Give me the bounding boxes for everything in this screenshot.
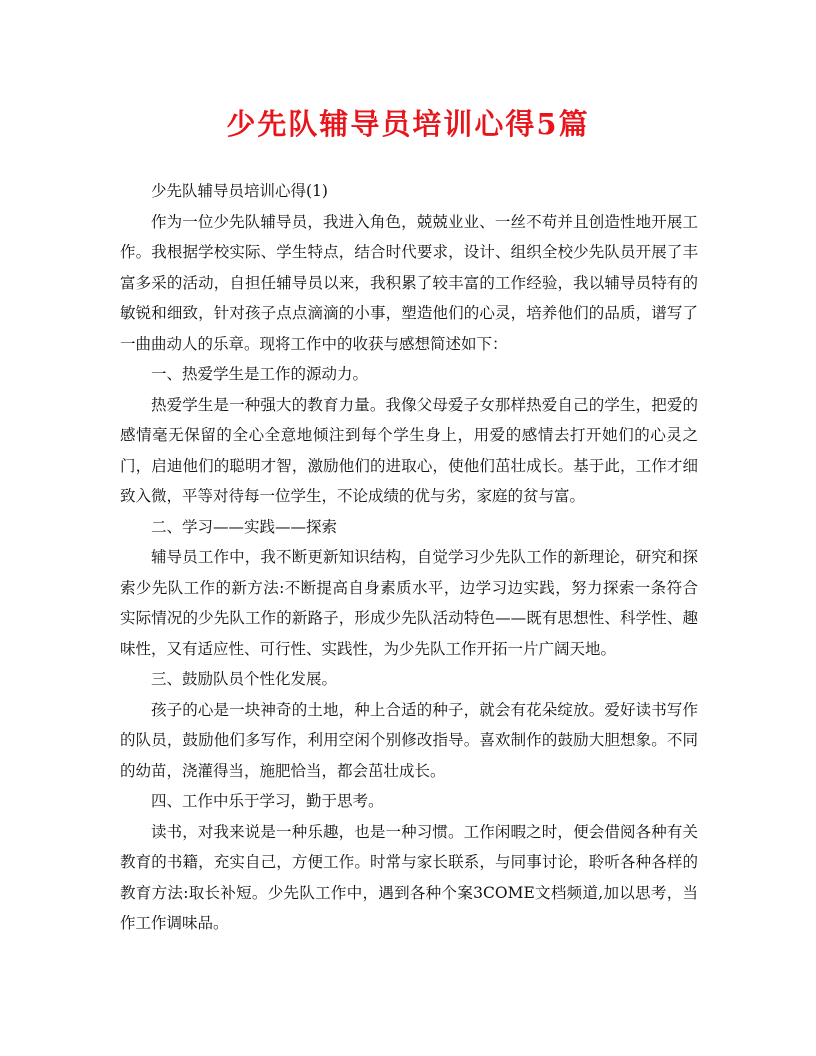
body-paragraph-2: 辅导员工作中，我不断更新知识结构，自觉学习少先队工作的新理论，研究和探索少先队工作的新方法:不断提高自身素质水平，边学习边实践，努力探索一条符合实际情况的少先队工作的新路子，形成少先队活动特色——既有思想性、科学性、趣味性，又有适应性、可行性、实践性，为少先队工作开拓一片广阔天地。 — [120, 548, 698, 658]
point-heading-4: 四、工作中乐于学习，勤于思考。 — [151, 792, 384, 810]
point-heading-3: 三、鼓励队员个性化发展。 — [151, 670, 338, 688]
body-paragraph-4: 读书，对我来说是一种乐趣，也是一种习惯。工作闲暇之时，便会借阅各种有关教育的书籍，充实自己，方便工作。时常与家长联系，与同事讨论，聆听各种各样的教育方法:取长补短。少先队工作中，遇到各种个案3COME文档频道,加以思考，当作工作调味品。 — [120, 822, 698, 932]
point-heading-1: 一、热爱学生是工作的源动力。 — [151, 365, 369, 383]
body-paragraph-intro: 作为一位少先队辅导员，我进入角色，兢兢业业、一丝不苟并且创造性地开展工作。我根据学校实际、学生特点，结合时代要求，设计、组织全校少先队员开展了丰富多采的活动，自担任辅导员以来，我积累了较丰富的工作经验，我以辅导员特有的敏锐和细致，针对孩子点点滴滴的小事，塑造他们的心灵，培养他们的品质，谱写了一曲曲动人的乐章。现将工作中的收获与感想简述如下： — [120, 212, 698, 353]
point-heading-2: 二、学习——实践——探索 — [151, 517, 338, 536]
body-paragraph-1: 热爱学生是一种强大的教育力量。我像父母爱子女那样热爱自己的学生，把爱的感情毫无保留的全心全意地倾注到每个学生身上，用爱的感情去打开她们的心灵之门，启迪他们的聪明才智，激励他们的进取心，使他们茁壮成长。基于此，工作才细致入微，平等对待每一位学生，不论成绩的优与劣，家庭的贫与富。 — [120, 395, 698, 505]
document-body — [120, 176, 698, 939]
document-title: 少先队辅导员培训心得5篇 — [226, 107, 590, 141]
section-heading-1: 少先队辅导员培训心得(1) — [151, 182, 328, 200]
body-paragraph-3: 孩子的心是一块神奇的土地，种上合适的种子，就会有花朵绽放。爱好读书写作的队员，鼓励他们多写作，利用空闲个别修改指导。喜欢制作的鼓励大胆想象。不同的幼苗，浇灌得当，施肥恰当，都会茁壮成长。 — [120, 700, 698, 780]
